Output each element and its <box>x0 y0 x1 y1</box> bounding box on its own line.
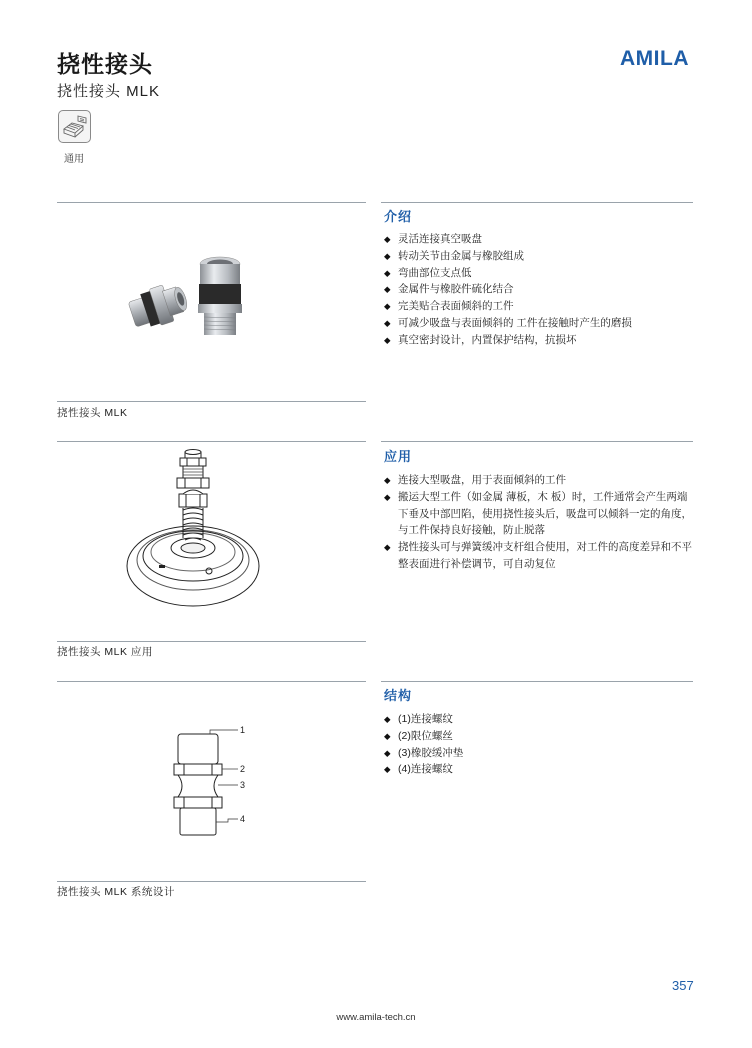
callout-2: 2 <box>240 764 246 774</box>
list-item: ◆ 挠性接头可与弹簧缓冲支杆组合使用，对工件的高度差异和不平整表面进行补偿调节，可自动复位 <box>384 539 696 573</box>
structure-heading: 结构 <box>384 688 413 703</box>
list-item: ◆ (3)橡胶缓冲垫 <box>384 745 694 762</box>
list-item: ◆ (2)限位螺丝 <box>384 728 694 745</box>
usage-label: 通用 <box>64 154 84 165</box>
page-subtitle: 挠性接头 MLK <box>57 83 161 100</box>
list-item: ◆ (1)连接螺纹 <box>384 711 694 728</box>
application-caption: 挠性接头 MLK 应用 <box>57 646 153 658</box>
product-photo <box>122 250 242 350</box>
callout-3: 3 <box>240 780 246 790</box>
divider <box>57 641 366 642</box>
divider <box>381 202 693 203</box>
page-title: 挠性接头 <box>57 51 153 77</box>
structure-drawing <box>168 726 268 846</box>
list-item: ◆ 转动关节由金属与橡胶组成 <box>384 248 694 265</box>
list-item: ◆ 真空密封设计，内置保护结构，抗损坏 <box>384 332 694 349</box>
list-item: ◆ 弯曲部位支点低 <box>384 265 694 282</box>
callout-4: 4 <box>240 814 246 824</box>
application-drawing <box>123 448 263 618</box>
callout-1: 1 <box>240 725 246 735</box>
divider <box>381 681 693 682</box>
intro-caption: 挠性接头 MLK <box>57 407 128 419</box>
divider <box>381 441 693 442</box>
application-heading: 应用 <box>384 449 413 464</box>
divider <box>57 202 366 203</box>
website-link[interactable]: www.amila-tech.cn <box>336 1012 416 1023</box>
divider <box>57 881 366 882</box>
list-item: ◆ (4)连接螺纹 <box>384 761 694 778</box>
divider <box>57 441 366 442</box>
structure-caption: 挠性接头 MLK 系统设计 <box>57 886 175 898</box>
brand-logo: AMILA <box>620 47 689 70</box>
list-item: ◆ 搬运大型工件（如金属 薄板，木 板）时，工件通常会产生两端下垂及中部凹陷，使用挠性接头后，吸盘可以倾斜一定的角度，与工件保持良好接触，防止脱落 <box>384 489 696 539</box>
intro-heading: 介绍 <box>384 209 413 224</box>
list-item: ◆ 连接大型吸盘，用于表面倾斜的工件 <box>384 472 696 489</box>
intro-list <box>384 231 694 349</box>
divider <box>57 401 366 402</box>
list-item: ◆ 金属件与橡胶件硫化结合 <box>384 281 694 298</box>
divider <box>57 681 366 682</box>
list-item: ◆ 灵活连接真空吸盘 <box>384 231 694 248</box>
page-number: 357 <box>672 978 694 993</box>
general-use-icon <box>58 110 91 143</box>
structure-list <box>384 711 694 778</box>
application-list <box>384 472 696 573</box>
list-item: ◆ 完美贴合表面倾斜的工件 <box>384 298 694 315</box>
list-item: ◆ 可减少吸盘与表面倾斜的 工件在接触时产生的磨损 <box>384 315 694 332</box>
